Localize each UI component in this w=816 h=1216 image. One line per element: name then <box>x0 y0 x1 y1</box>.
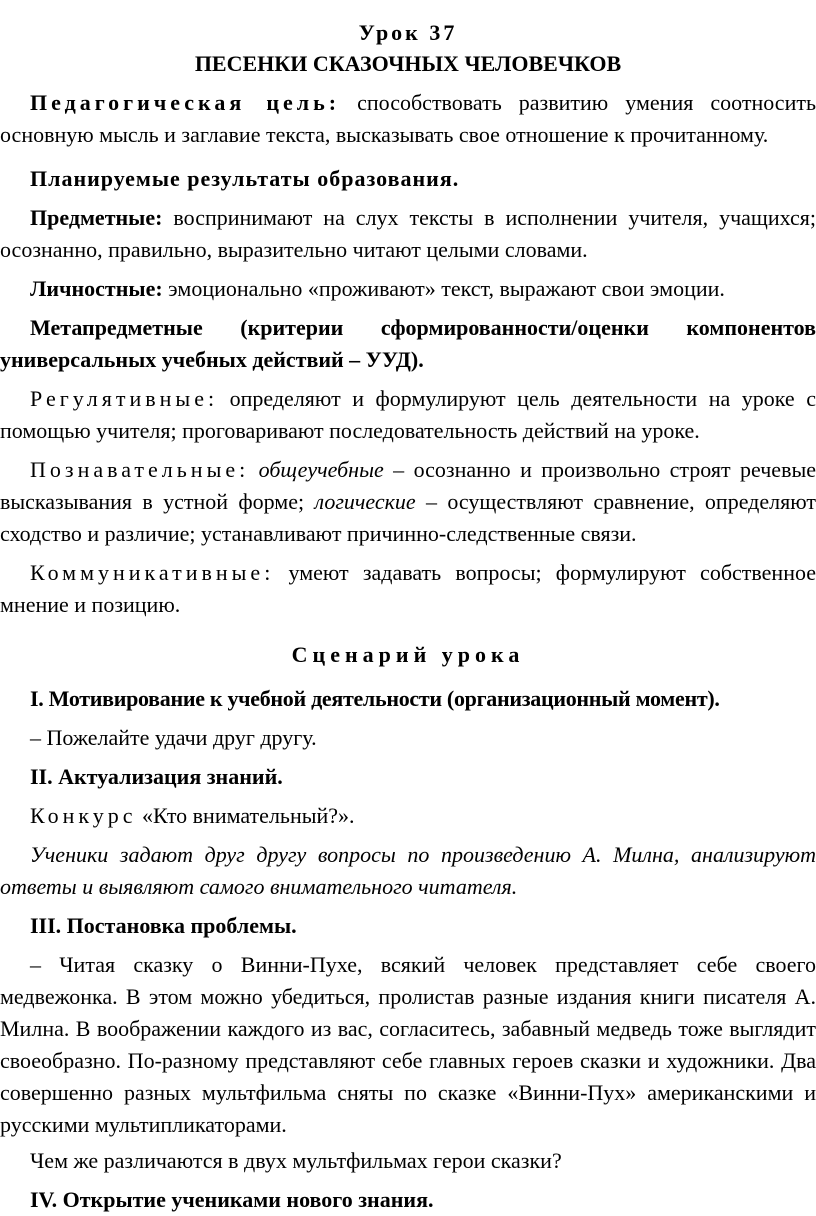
document-page <box>0 18 816 1216</box>
subject-paragraph <box>0 202 816 266</box>
cognitive-text-1: – осознанно и произвольно строят речевые высказывания в устной форме; <box>0 457 816 514</box>
cognitive-label: Познавательные: <box>30 457 250 482</box>
section-3-question: Чем же различаются в двух мультфильмах герои сказки? <box>30 1148 562 1173</box>
contest-paragraph <box>0 800 816 832</box>
personal-paragraph <box>0 273 816 305</box>
meta-heading: Метапредметные (критерии сформированности/оценки компонентов универсальных учебных действий – УУД). <box>0 315 816 372</box>
cognitive-paragraph <box>0 454 816 550</box>
cognitive-text-2: – осуществляют сравнение, определяют сходство и различие; устанавливают причинно-следственные связи. <box>0 489 816 546</box>
subject-text: воспринимают на слух тексты в исполнении учителя, учащихся; осознанно, правильно, выразительно читают целыми словами. <box>0 205 816 262</box>
subject-label: Предметные: <box>30 205 163 230</box>
results-heading: Планируемые результаты образования. <box>30 166 460 191</box>
regulative-label: Регулятивные: <box>30 386 219 411</box>
personal-text: эмоционально «проживают» текст, выражают свои эмоции. <box>162 276 725 301</box>
goal-text: способствовать развитию умения соотносить основную мысль и заглавие текста, высказывать свое отношение к прочитанному. <box>0 90 816 147</box>
contest-label: Конкурс <box>30 803 137 828</box>
section-3-text: – Читая сказку о Винни-Пухе, всякий человек представляет себе своего медвежонка. В этом можно убедиться, пролистав разные издания книги писателя А. Милна. В воображении каждого из вас, согласитесь, забавный медведь тоже выглядит своеобразно. По-разному представляют себе главных героев сказки и художники. Два совершенно разных мультфильма сняты по сказке «Винни-Пух» американскими и русскими мультипликаторами. <box>0 952 816 1137</box>
section-1-heading: I. Мотивирование к учебной деятельности (организационный момент). <box>30 686 720 711</box>
contest-text: «Кто внимательный?». <box>136 803 355 828</box>
lesson-title: ПЕСЕНКИ СКАЗОЧНЫХ ЧЕЛОВЕЧКОВ <box>194 51 622 76</box>
communicative-label: Коммуникативные: <box>30 560 275 585</box>
communicative-paragraph <box>0 557 816 621</box>
section-2-italic: Ученики задают друг другу вопросы по произведению А. Милна, анализируют ответы и выявляют самого внимательного читателя. <box>0 842 816 899</box>
cognitive-italic-2: логические <box>314 489 416 514</box>
cognitive-italic-1: общеучебные <box>258 457 384 482</box>
lesson-number: Урок 37 <box>358 20 458 45</box>
regulative-text: определяют и формулируют цель деятельности на уроке с помощью учителя; проговаривают последовательность действий на уроке. <box>0 386 816 443</box>
section-2-heading: II. Актуализация знаний. <box>30 764 283 789</box>
section-1-text: – Пожелайте удачи друг другу. <box>30 725 317 750</box>
scenario-heading: Сценарий урока <box>291 642 525 667</box>
regulative-paragraph <box>0 383 816 447</box>
section-3-heading: III. Постановка проблемы. <box>30 913 297 938</box>
communicative-text: умеют задавать вопросы; формулируют собственное мнение и позицию. <box>0 560 816 617</box>
section-4-heading: IV. Открытие учениками нового знания. <box>30 1187 434 1212</box>
personal-label: Личностные: <box>30 276 163 301</box>
goal-paragraph <box>0 87 816 151</box>
goal-label: Педагогическая цель: <box>30 90 341 115</box>
